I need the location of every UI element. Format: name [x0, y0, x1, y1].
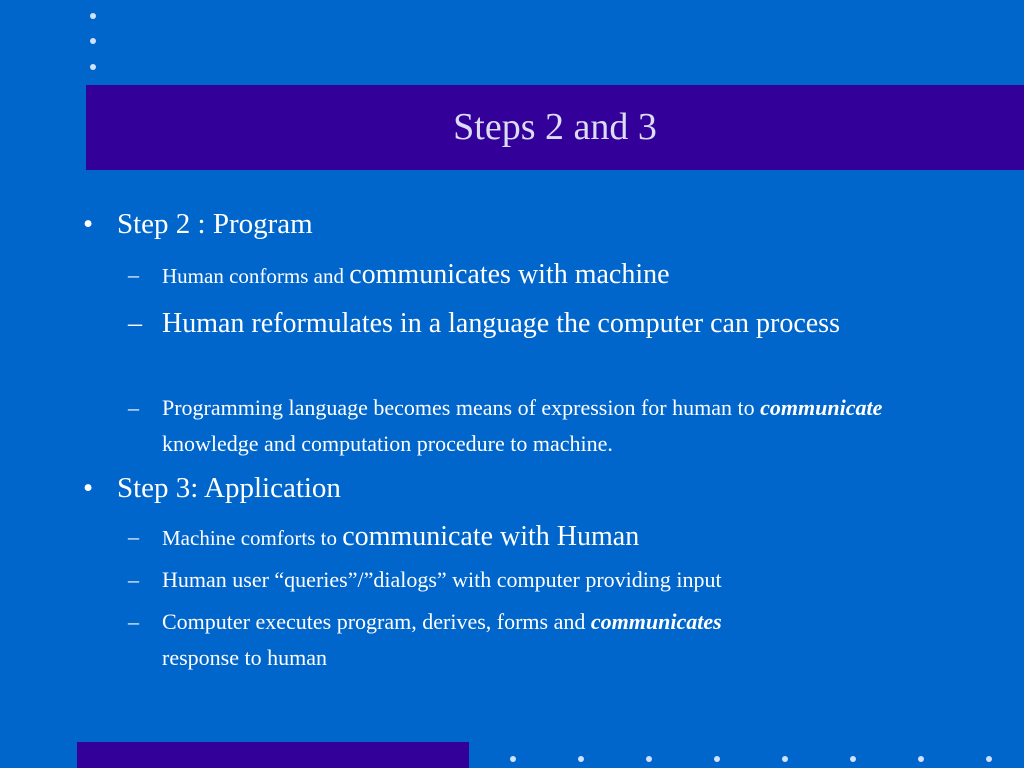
sub-bullet-text: Human user “queries”/”dialogs” with computer providing input [162, 567, 722, 592]
sub-bullet-text: Machine comforts to [162, 526, 343, 550]
sub-bullet-text: knowledge and computation procedure to machine. [162, 431, 613, 456]
sub-bullet-text: communicates with machine [349, 259, 670, 290]
bullet-item [83, 471, 341, 505]
sub-bullet-item [128, 258, 942, 296]
emphasized-word: communicates [590, 609, 722, 634]
footer-bar [77, 742, 469, 768]
sub-bullet-item [128, 391, 942, 463]
decorative-dot [918, 756, 924, 762]
decorative-dot [850, 756, 856, 762]
decorative-dot [578, 756, 584, 762]
sub-bullet-text: Programming language becomes means of expression for human to [162, 395, 761, 420]
sub-bullet-item [128, 304, 902, 348]
dash-symbol: – [128, 308, 142, 339]
bullet-text: Step 3: Application [117, 472, 341, 504]
decorative-dot [782, 756, 788, 762]
sub-bullet-item [128, 605, 922, 677]
sub-bullet-text: communicate with Human [342, 521, 640, 552]
bullet-symbol: • [83, 472, 94, 504]
decorative-dot [510, 756, 516, 762]
dash-symbol: – [128, 567, 139, 592]
decorative-dot [986, 756, 992, 762]
decorative-dot [646, 756, 652, 762]
sub-bullet-text: Computer executes program, derives, forms and [162, 609, 591, 634]
sub-bullet-item [128, 520, 942, 558]
dash-symbol: – [128, 395, 139, 420]
dash-symbol: – [128, 262, 139, 287]
slide-title: Steps 2 and 3 [453, 106, 657, 148]
dash-symbol: – [128, 609, 139, 634]
sub-bullet-text: response to human [162, 645, 327, 670]
bullet-symbol: • [83, 208, 94, 240]
bullet-item [83, 207, 313, 241]
sub-bullet-item [128, 563, 942, 600]
emphasized-word: communicate [760, 395, 883, 420]
dash-symbol: – [128, 524, 139, 549]
bullet-text: Step 2 : Program [117, 208, 313, 240]
decorative-dot [714, 756, 720, 762]
sub-bullet-text: Human reformulates in a language the computer can process [162, 308, 840, 339]
sub-bullet-text: Human conforms and [162, 264, 350, 288]
